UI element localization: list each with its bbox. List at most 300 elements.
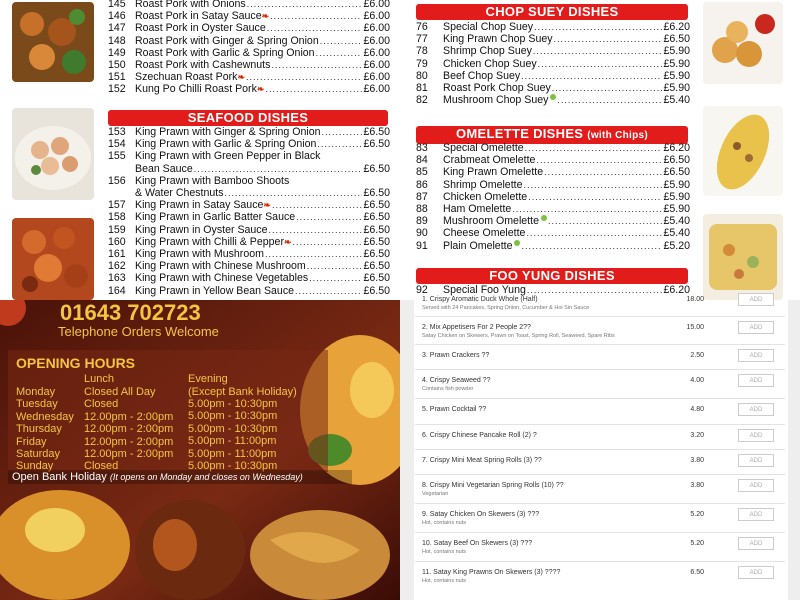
menu-item-name: Mushroom Chop Suey <box>443 94 549 107</box>
leader-dots <box>538 58 663 70</box>
leader-dots <box>271 59 362 71</box>
evening-hours: 5.00pm - 10:30pm <box>188 398 278 410</box>
menu-item-name: King Prawn in Oyster Sauce <box>135 223 268 236</box>
menu-item-row <box>416 21 690 33</box>
menu-item-name: King Prawn with Bamboo Shoots <box>135 174 290 187</box>
menu-item-number: 78 <box>416 45 428 58</box>
online-item-price: 6.50 <box>690 569 704 576</box>
evening-hours: 5.00pm - 11:00pm <box>188 435 277 448</box>
menu-item-row <box>416 284 690 296</box>
menu-item-price: £6.50 <box>363 126 390 138</box>
online-item-title: 11. Satay King Prawns On Skewers (3) ???? <box>422 569 561 576</box>
food-photo-omelette <box>703 106 783 196</box>
menu-item-name: Shrimp Chop Suey <box>443 45 532 58</box>
menu-item-name: King Prawn Chop Suey <box>443 33 553 46</box>
menu-item-number: 164 <box>108 284 126 297</box>
menu-item-number: 151 <box>108 71 126 84</box>
online-item-price: 5.20 <box>690 540 704 547</box>
online-item-description: Contains fish powder <box>422 386 474 392</box>
leader-dots <box>527 284 663 296</box>
online-menu-item <box>422 406 782 413</box>
menu-item-price: £6.50 <box>363 235 390 248</box>
seafood-heading: SEAFOOD DISHES <box>108 110 388 126</box>
leader-dots <box>552 82 663 94</box>
menu-item-price: £6.00 <box>363 71 390 84</box>
leader-dots <box>536 154 662 166</box>
online-item-title: 6. Crispy Chinese Pancake Roll (2) ? <box>422 432 537 439</box>
menu-item-row <box>108 71 390 83</box>
leader-dots <box>316 47 363 59</box>
menu-item-number: 147 <box>108 22 126 35</box>
menu-item-row <box>416 215 690 227</box>
leader-dots <box>534 21 662 33</box>
menu-item-price: £6.00 <box>363 0 390 10</box>
online-menu-item <box>422 457 782 464</box>
online-menu-item <box>422 432 782 439</box>
menu-item-name: King Prawn with Chilli & Pepper <box>135 235 284 248</box>
menu-item-number: 148 <box>108 34 126 47</box>
menu-item-row <box>108 0 390 10</box>
online-menu-item <box>422 324 782 339</box>
lunch-hours: Closed <box>84 398 119 411</box>
lunch-hours: Closed All Day <box>84 386 156 398</box>
menu-item-row <box>416 203 690 215</box>
online-item-price: 3.20 <box>690 432 704 439</box>
leader-dots <box>557 94 662 106</box>
leader-dots <box>525 142 663 154</box>
menu-item-name: Cheese Omelette <box>443 227 526 240</box>
menu-item-number: 79 <box>416 57 428 70</box>
leader-dots <box>270 10 362 22</box>
leader-dots <box>307 260 363 272</box>
menu-item-row <box>108 199 390 211</box>
menu-item-row <box>108 126 390 138</box>
takeaway-flyer-photo <box>0 300 400 600</box>
online-item-description: Vegetarian <box>422 491 449 497</box>
menu-item-number: 163 <box>108 272 126 285</box>
leader-dots <box>295 285 362 297</box>
menu-item-name: Special Omelette <box>443 142 524 154</box>
online-item-price: 15.00 <box>686 324 704 331</box>
menu-item-price: £6.50 <box>363 260 390 273</box>
menu-page-chopsuey-omelette <box>400 0 800 300</box>
menu-item-price: £6.50 <box>363 211 390 224</box>
menu-item-number: 155 <box>108 150 126 163</box>
menu-item-row <box>416 82 690 94</box>
menu-item-price: £5.90 <box>663 203 690 216</box>
menu-item-row <box>108 285 390 297</box>
leader-dots <box>293 236 363 248</box>
menu-item-number: 88 <box>416 203 428 216</box>
leader-dots <box>265 83 362 95</box>
add-to-order-button[interactable]: ADD <box>738 537 774 550</box>
menu-item-number: 152 <box>108 83 126 96</box>
menu-item-row <box>416 142 690 154</box>
menu-item-row <box>416 58 690 70</box>
leader-dots <box>296 211 362 223</box>
menu-item-number: 89 <box>416 215 428 228</box>
online-item-description: Hot, contains nuts <box>422 578 467 584</box>
menu-item-number: 85 <box>416 166 428 179</box>
menu-item-row <box>416 166 690 178</box>
menu-item-price: £5.90 <box>663 69 690 82</box>
online-item-price: 4.80 <box>690 406 704 413</box>
pork-dish-list <box>108 0 390 96</box>
menu-item-number: 146 <box>108 10 126 23</box>
day-name: Wednesday <box>16 410 74 423</box>
menu-item-price: £6.00 <box>363 59 390 72</box>
add-to-order-button[interactable]: ADD <box>738 374 774 387</box>
menu-item-price: £6.20 <box>663 284 690 296</box>
flyer-subtitle: Telephone Orders Welcome <box>58 324 219 339</box>
open-bank-label: Open Bank Holiday <box>12 471 107 483</box>
chilli-icon: ❧ <box>283 236 292 247</box>
menu-item-row <box>108 211 390 223</box>
menu-item-name: King Prawn Omelette <box>443 166 544 179</box>
menu-item-name: Roast Pork in Oyster Sauce <box>135 22 266 35</box>
menu-item-row <box>108 83 390 95</box>
chopsuey-dish-list <box>416 21 690 106</box>
online-order-panel <box>400 300 800 600</box>
leader-dots <box>267 22 363 34</box>
menu-item-row <box>416 70 690 82</box>
omelette-heading-note: (with Chips) <box>587 130 649 141</box>
fooyung-heading: FOO YUNG DISHES <box>416 268 688 284</box>
menu-item-number: 145 <box>108 0 126 10</box>
item-divider <box>415 344 785 345</box>
menu-item-price: £5.40 <box>663 215 690 228</box>
menu-item-name: Crabmeat Omelette <box>443 154 536 167</box>
chilli-icon: ❧ <box>261 11 270 22</box>
online-item-price: 5.20 <box>690 511 704 518</box>
item-divider <box>415 474 785 475</box>
menu-item-row <box>108 175 390 187</box>
menu-item-name: Bean Sauce <box>135 162 193 175</box>
online-item-price: 18.00 <box>686 296 704 303</box>
add-to-order-button[interactable]: ADD <box>738 508 774 521</box>
online-menu-item <box>422 569 782 584</box>
menu-item-number: 83 <box>416 142 428 154</box>
add-to-order-button[interactable]: ADD <box>738 454 774 467</box>
menu-item-name: King Prawn with Chinese Vegetables <box>135 272 309 285</box>
day-name: Friday <box>16 435 47 448</box>
leader-dots <box>272 199 363 211</box>
lunch-hours: 12.00pm - 2:00pm <box>84 448 174 461</box>
item-divider <box>415 398 785 399</box>
menu-item-name: Roast Pork with Garlic & Spring Onion <box>135 46 315 59</box>
menu-item-price: £5.90 <box>663 178 690 191</box>
leader-dots <box>548 215 663 227</box>
menu-item-price: £5.90 <box>663 57 690 70</box>
menu-item-price: £6.50 <box>363 272 390 285</box>
item-divider <box>415 449 785 450</box>
menu-item-price: £5.90 <box>663 82 690 95</box>
day-name: Monday <box>16 386 56 398</box>
menu-item-name: King Prawn in Yellow Bean Sauce <box>135 284 295 297</box>
online-item-title: 4. Crispy Seaweed ?? <box>422 377 491 384</box>
menu-item-name: Beef Chop Suey <box>443 69 521 82</box>
opening-hours-title: OPENING HOURS <box>16 355 136 371</box>
menu-item-name: King Prawn with Garlic & Spring Onion <box>135 138 317 151</box>
menu-item-name: Special Chop Suey <box>443 21 534 33</box>
online-menu-item <box>422 296 782 311</box>
omelette-dish-list <box>416 142 690 252</box>
menu-item-number: 156 <box>108 174 126 187</box>
item-divider <box>415 316 785 317</box>
menu-item-number: 153 <box>108 126 126 138</box>
menu-item-name: Plain Omelette <box>443 239 513 252</box>
open-bank-detail: (It opens on Monday and closes on Wednesday) <box>109 472 303 482</box>
menu-item-row <box>416 179 690 191</box>
add-to-order-button[interactable]: ADD <box>738 566 774 579</box>
day-name: Sunday <box>16 460 54 473</box>
online-menu-item <box>422 511 782 526</box>
food-photo-pork <box>12 2 94 82</box>
menu-item-name: Mushroom Omelette <box>443 215 539 228</box>
online-menu-item <box>422 377 782 392</box>
item-divider <box>415 532 785 533</box>
online-item-title: 5. Prawn Cocktail ?? <box>422 406 487 413</box>
leader-dots <box>523 179 662 191</box>
menu-item-price: £6.00 <box>363 83 390 96</box>
online-item-description: Satay Chicken on Skewers, Prawn on Toast, Spring Roll, Seaweed, Spare Ribs <box>422 333 615 339</box>
lunch-header: Lunch <box>84 373 114 385</box>
menu-item-number: 154 <box>108 138 126 151</box>
menu-item-row <box>108 22 390 34</box>
leader-dots <box>225 187 363 199</box>
evening-note: (Except Bank Holiday) <box>188 386 297 398</box>
opening-hours-days <box>16 386 74 473</box>
menu-item-number: 84 <box>416 154 428 167</box>
add-to-order-button[interactable]: ADD <box>738 293 774 306</box>
lunch-hours: 12.00pm - 2:00pm <box>84 435 174 448</box>
menu-item-number <box>108 163 135 175</box>
menu-item-number: 158 <box>108 211 126 224</box>
menu-item-row <box>416 33 690 45</box>
online-order-list-card <box>414 300 788 600</box>
menu-item-row <box>108 35 390 47</box>
menu-item-number: 91 <box>416 239 428 252</box>
add-to-order-button[interactable]: ADD <box>738 321 774 334</box>
menu-item-name: King Prawn in Garlic Batter Sauce <box>135 211 296 224</box>
evening-hours: 5.00pm - 10:30pm <box>188 410 278 423</box>
food-photo-sweet-sour <box>703 2 783 84</box>
menu-item-row <box>108 248 390 260</box>
add-to-order-button[interactable]: ADD <box>738 349 774 362</box>
chilli-icon: ❧ <box>237 72 246 83</box>
online-item-title: 2. Mix Appetisers For 2 People 2?? <box>422 324 531 331</box>
menu-item-name: Roast Pork with Ginger & Spring Onion <box>135 34 319 47</box>
day-name: Tuesday <box>16 398 58 411</box>
menu-item-name: Roast Pork Chop Suey <box>443 82 551 95</box>
menu-page-pork-seafood <box>0 0 400 300</box>
menu-item-number: 160 <box>108 235 126 248</box>
menu-item-name: King Prawn with Green Pepper in Black <box>135 150 321 163</box>
menu-item-row <box>108 236 390 248</box>
online-item-title: 1. Crispy Aromatic Duck Whole (Half) <box>422 296 538 303</box>
food-photo-foo-yung <box>703 214 783 300</box>
menu-item-price: £6.50 <box>363 187 390 200</box>
menu-item-row <box>108 47 390 59</box>
online-item-price: 3.80 <box>690 482 704 489</box>
menu-item-row <box>416 240 690 252</box>
add-to-order-button[interactable]: ADD <box>738 429 774 442</box>
menu-item-price: £6.50 <box>363 138 390 151</box>
menu-item-price: £6.50 <box>363 162 390 175</box>
menu-item-row <box>108 59 390 71</box>
vegetarian-leaf-icon <box>550 94 556 100</box>
leader-dots <box>247 0 363 10</box>
online-item-price: 2.50 <box>690 352 704 359</box>
evening-hours: 5.00pm - 11:00pm <box>188 447 277 460</box>
online-item-title: 9. Satay Chicken On Skewers (3) ??? <box>422 511 540 518</box>
leader-dots <box>554 33 663 45</box>
menu-item-name: King Prawn with Mushroom <box>135 248 264 261</box>
menu-item-price: £6.50 <box>663 33 690 46</box>
menu-item-number: 76 <box>416 21 428 33</box>
menu-item-number: 80 <box>416 69 428 82</box>
food-photo-prawns <box>12 108 94 200</box>
menu-item-row <box>416 154 690 166</box>
flyer-phone-number[interactable]: 01643 702723 <box>60 300 201 325</box>
leader-dots <box>526 227 662 239</box>
leader-dots <box>544 166 662 178</box>
menu-item-number: 149 <box>108 46 126 59</box>
menu-item-price: £6.50 <box>363 223 390 236</box>
online-item-price: 4.00 <box>690 377 704 384</box>
menu-item-price: £6.00 <box>363 22 390 35</box>
opening-hours-lunch <box>84 386 173 473</box>
leader-dots <box>533 45 663 57</box>
lunch-hours: Closed <box>84 460 119 473</box>
menu-item-row <box>108 10 390 22</box>
online-item-title: 8. Crispy Mini Vegetarian Spring Rolls (10) ?? <box>422 482 564 489</box>
online-menu-item <box>422 352 782 359</box>
menu-item-number: 82 <box>416 94 428 107</box>
leader-dots <box>321 126 362 138</box>
online-item-description: Hot, contains nuts <box>422 520 467 526</box>
fooyung-dish-list <box>416 284 690 296</box>
evening-header: Evening <box>188 373 228 385</box>
menu-item-name: Chicken Omelette <box>443 190 528 203</box>
menu-item-name: Ham Omelette <box>443 203 512 216</box>
menu-item-row <box>108 187 390 199</box>
menu-item-row <box>108 150 390 162</box>
menu-item-name: Szechuan Roast Pork <box>135 71 238 84</box>
menu-item-row <box>108 272 390 284</box>
leader-dots <box>194 163 363 175</box>
menu-item-number: 77 <box>416 33 428 46</box>
menu-item-row <box>108 138 390 150</box>
item-divider <box>415 503 785 504</box>
menu-item-price: £6.00 <box>363 10 390 23</box>
menu-item-number: 159 <box>108 223 126 236</box>
menu-item-price: £6.50 <box>363 248 390 261</box>
menu-item-price: £6.00 <box>363 34 390 47</box>
opening-hours-evening <box>188 398 277 472</box>
menu-item-price: £6.20 <box>663 21 690 33</box>
menu-item-name: Kung Po Chilli Roast Pork <box>135 83 257 96</box>
leader-dots <box>317 138 362 150</box>
leader-dots <box>512 203 662 215</box>
menu-item-price: £6.50 <box>363 199 390 212</box>
seafood-dish-list <box>108 126 390 297</box>
item-divider <box>415 561 785 562</box>
item-divider <box>415 369 785 370</box>
menu-item-price: £5.40 <box>663 227 690 240</box>
menu-item-price: £6.00 <box>363 46 390 59</box>
menu-item-number: 81 <box>416 82 428 95</box>
menu-item-price: £5.90 <box>663 190 690 203</box>
menu-item-price: £6.50 <box>663 154 690 167</box>
add-to-order-button[interactable]: ADD <box>738 479 774 492</box>
menu-item-price: £5.90 <box>663 45 690 58</box>
item-divider <box>415 424 785 425</box>
lunch-hours: 12.00pm - 2:00pm <box>84 410 174 423</box>
online-item-price: 3.80 <box>690 457 704 464</box>
menu-item-number: 87 <box>416 190 428 203</box>
online-menu-item <box>422 540 782 555</box>
add-to-order-button[interactable]: ADD <box>738 403 774 416</box>
online-item-title: 10. Satay Beef On Skewers (3) ??? <box>422 540 533 547</box>
open-bank-holiday-note <box>8 470 352 484</box>
evening-hours: 5.00pm - 10:30pm <box>188 422 278 435</box>
menu-item-price: £6.50 <box>663 166 690 179</box>
menu-item-number: 150 <box>108 59 126 72</box>
menu-item-row <box>416 191 690 203</box>
vegetarian-leaf-icon <box>541 215 547 221</box>
menu-item-number: 86 <box>416 178 428 191</box>
menu-item-row <box>416 45 690 57</box>
menu-item-number: 157 <box>108 199 126 212</box>
day-name: Saturday <box>16 448 61 461</box>
menu-item-number: 162 <box>108 260 126 273</box>
evening-hours: 5.00pm - 10:30pm <box>188 460 278 473</box>
menu-item-name: Shrimp Omelette <box>443 178 523 191</box>
online-item-title: 3. Prawn Crackers ?? <box>422 352 490 359</box>
menu-item-row <box>416 94 690 106</box>
chilli-icon: ❧ <box>256 84 265 95</box>
leader-dots <box>246 71 362 83</box>
food-photo-chilli-prawns <box>12 218 94 300</box>
leader-dots <box>309 272 362 284</box>
menu-item-number <box>108 187 135 199</box>
online-item-description: Served with 24 Pancakes, Spring Onion, Cucumber & Hoi Sin Sauce <box>422 305 590 311</box>
leader-dots <box>528 191 662 203</box>
online-item-description: Hot, contains nuts <box>422 549 467 555</box>
menu-item-name: Roast Pork with Cashewnuts <box>135 59 271 72</box>
menu-item-row <box>108 260 390 272</box>
chopsuey-heading: CHOP SUEY DISHES <box>416 4 688 20</box>
menu-item-price: £5.40 <box>663 94 690 107</box>
leader-dots <box>521 70 662 82</box>
leader-dots <box>265 248 363 260</box>
menu-item-row <box>108 163 390 175</box>
menu-item-number: 92 <box>416 284 428 296</box>
menu-item-price: £6.50 <box>363 284 390 297</box>
omelette-heading-title: OMELETTE DISHES <box>455 126 584 141</box>
menu-item-name: King Prawn with Ginger & Spring Onion <box>135 126 321 138</box>
lunch-hours: 12.00pm - 2:00pm <box>84 423 174 436</box>
online-menu-item <box>422 482 782 497</box>
chilli-icon: ❧ <box>263 200 271 211</box>
menu-item-name: Special Foo Yung <box>443 284 526 296</box>
menu-item-price: £5.20 <box>663 239 690 252</box>
menu-item-name: & Water Chestnuts <box>135 187 224 200</box>
day-name: Thursday <box>16 423 62 436</box>
menu-item-number: 161 <box>108 248 126 261</box>
menu-item-row <box>108 224 390 236</box>
